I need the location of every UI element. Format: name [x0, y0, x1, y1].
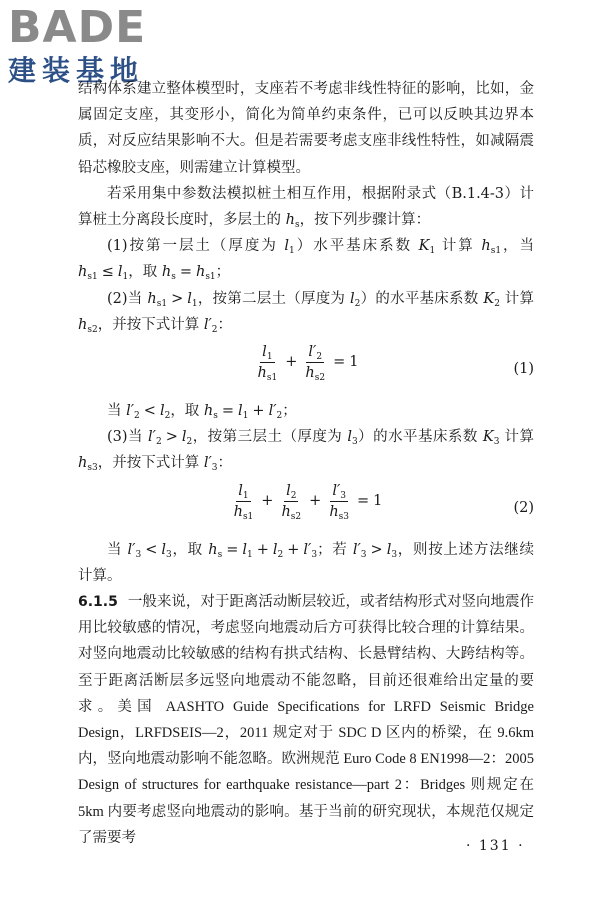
condition-3: 当 $l'_3 < l_3$，取 $h_s = l_1 + l_2 + l'_3$；若 $l'_3 > l_3$，则按上述方法继续计算。 — [78, 541, 535, 584]
page-body — [78, 76, 534, 851]
section-number: 6.1.5 — [78, 594, 118, 611]
condition-2: 当 $l'_2 < l_2$，取 $h_s = l_1 + l'_2$； — [107, 403, 297, 422]
step-2: (2)当 $h_{s1} > l_1$，按第二层土（厚度为 $l_2$）的水平基床系数 $K_2$ 计算 $h_{s2}$，并按下式计算 $l'_2$： — [78, 290, 534, 335]
page-number: · 131 · — [466, 838, 525, 854]
equation-2: $\frac{l_1}{h_{s1}}$ + $\frac{l_2}{h_{s2}}$ + $\frac{l'_3}{h_{s3}}$ = 1 (2) — [233, 482, 534, 522]
logo-mark: BADE — [8, 2, 147, 53]
logo-subtitle: 建装基地 — [8, 54, 145, 87]
paragraph-support-model: 结构体系建立整体模型时，支座若不考虑非线性特征的影响，比如，金属固定支座，其变形小，简化为简单约束条件，已可以反映其边界本质，对反应结果影响不大。但是若需要考虑支座非线性特性，如减隔震铅芯橡胶支座，则需建立计算模型。 — [78, 81, 534, 176]
equation-number: (2) — [513, 499, 534, 516]
step-1: (1)按第一层土（厚度为 $l_1$）水平基床系数 $K_1$ 计算 $h_{s1}$，当 $h_{s1} \le l_1$，取 $h_s = h_{s1}$； — [78, 238, 535, 283]
paragraph-pile-soil: 若采用集中参数法模拟桩土相互作用，根据附录式（B.1.4-3）计算桩土分离段长度时，多层土的 $h_s$，按下列步骤计算： — [78, 185, 534, 231]
equation-number: (1) — [513, 361, 534, 378]
step-3: (3)当 $l'_2 > l_2$，按第三层土（厚度为 $l_3$）的水平基床系数 $K_3$ 计算 $h_{s3}$，并按下式计算 $l'_3$： — [78, 429, 535, 474]
equation-1: $\frac{l_1}{h_{s1}}$ + $\frac{l'_2}{h_{s2}}$ = 1 (1) — [257, 344, 534, 384]
section-6-1-5: 6.1.5 一般来说，对于距离活动断层较近，或者结构形式对竖向地震作用比较敏感的情况，考虑竖向地震动后方可获得比较合理的计算结果。对竖向地震动比较敏感的结构有拱式结构、长悬臂结构、大跨结构等。至于距离活断层多远竖向地震动不能忽略，目前还很难给出定量的要求。美国 AASHTO Guide Specifications for LRFD Seismic Bridge Design，LRFDSEIS—2，2011 规定对于 SDC D 区内的桥梁，在 9.6km 内，竖向地震动影响不能忽略。欧洲规范 Euro Code 8 EN1998—2：2005 Design of structures for earthquake resistance—part 2：Bridges 则规定在 5km 内要考虑竖向地震动的影响。基于当前的研究现状，本规范仅规定了需要考 — [78, 594, 534, 846]
